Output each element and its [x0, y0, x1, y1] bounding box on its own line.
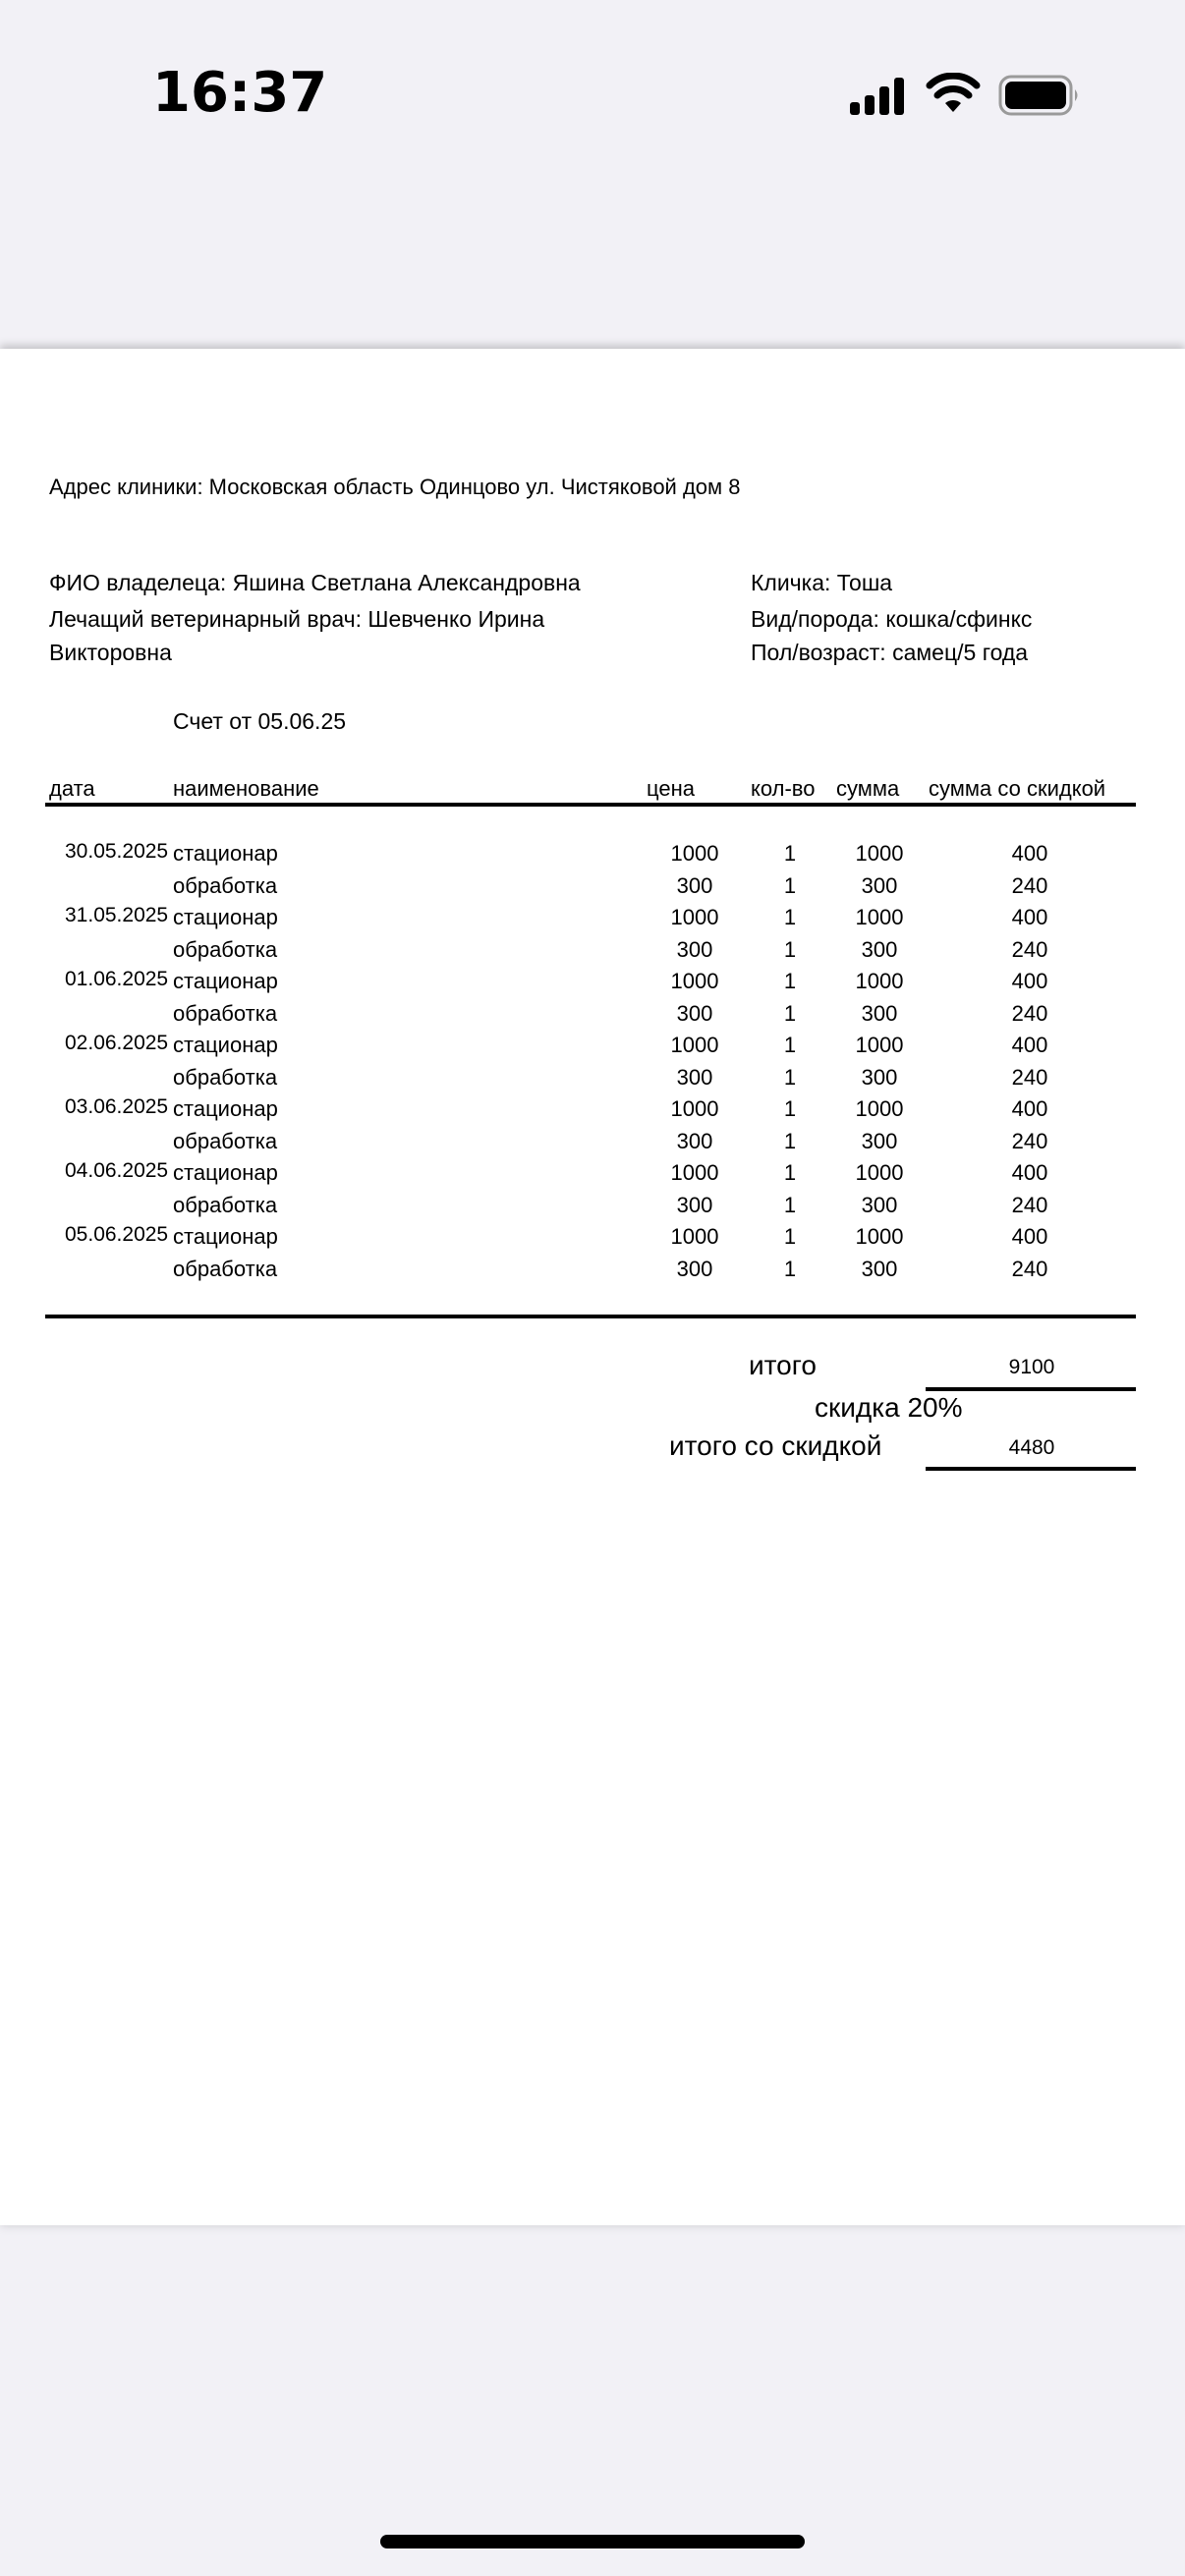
row-qty: 1: [783, 841, 797, 866]
row-name: обработка: [173, 1001, 278, 1026]
battery-icon: [998, 75, 1081, 116]
row-sum: 300: [861, 1193, 898, 1217]
row-price: 1000: [670, 1033, 719, 1057]
row-qty: 1: [783, 1193, 797, 1217]
row-sum-discount: 400: [1011, 1160, 1048, 1185]
row-name: стационар: [173, 905, 278, 929]
row-qty: 1: [783, 1096, 797, 1121]
row-sum-discount: 400: [1011, 905, 1048, 929]
row-date: 31.05.2025: [65, 904, 169, 926]
row-name: стационар: [173, 1160, 278, 1185]
row-qty: 1: [783, 1033, 797, 1057]
row-sum: 1000: [855, 1160, 904, 1185]
owner-name: ФИО владелеца: Яшина Светлана Александровна: [49, 570, 581, 595]
row-name: обработка: [173, 937, 278, 962]
row-price: 1000: [670, 1160, 719, 1185]
vet-name-line1: Лечащий ветеринарный врач: Шевченко Ирина: [49, 606, 545, 632]
row-sum: 1000: [855, 1033, 904, 1057]
row-sum: 1000: [855, 1096, 904, 1121]
row-name: обработка: [173, 1257, 278, 1281]
discount-label: скидка 20%: [815, 1392, 963, 1423]
row-sum: 300: [861, 873, 898, 898]
row-price: 1000: [670, 1096, 719, 1121]
row-qty: 1: [783, 1129, 797, 1153]
row-sum: 1000: [855, 1224, 904, 1249]
total-label: итого: [749, 1350, 817, 1380]
total-discount-label: итого со скидкой: [669, 1430, 882, 1461]
status-time: 16:37: [152, 61, 328, 125]
row-date: 03.06.2025: [65, 1095, 169, 1118]
row-name: обработка: [173, 1129, 278, 1153]
row-qty: 1: [783, 1001, 797, 1026]
pet-sex-age: Пол/возраст: самец/5 года: [751, 640, 1029, 665]
row-price: 1000: [670, 969, 719, 993]
header-price: цена: [647, 776, 695, 801]
row-name: стационар: [173, 1224, 278, 1249]
row-sum: 1000: [855, 905, 904, 929]
status-bar: [0, 0, 1185, 196]
cellular-signal-icon: [849, 77, 908, 116]
row-price: 300: [676, 1257, 713, 1281]
row-sum-discount: 400: [1011, 1096, 1048, 1121]
row-sum: 300: [861, 1001, 898, 1026]
header-sum-discount: сумма со скидкой: [929, 776, 1106, 801]
row-date: 30.05.2025: [65, 840, 169, 863]
row-price: 300: [676, 1129, 713, 1153]
row-price: 300: [676, 1001, 713, 1026]
row-qty: 1: [783, 969, 797, 993]
row-qty: 1: [783, 1160, 797, 1185]
row-sum-discount: 240: [1011, 1065, 1048, 1090]
row-sum: 300: [861, 1257, 898, 1281]
row-date: 05.06.2025: [65, 1223, 169, 1246]
vet-name-line2: Викторовна: [49, 640, 172, 665]
row-price: 300: [676, 1193, 713, 1217]
row-sum: 300: [861, 1129, 898, 1153]
row-sum: 1000: [855, 841, 904, 866]
row-sum-discount: 400: [1011, 1224, 1048, 1249]
header-date: дата: [49, 776, 95, 801]
row-sum-discount: 240: [1011, 1257, 1048, 1281]
wifi-icon: [926, 73, 981, 116]
row-price: 1000: [670, 1224, 719, 1249]
invoice-document: [0, 349, 1185, 2225]
row-price: 300: [676, 937, 713, 962]
row-sum: 300: [861, 1065, 898, 1090]
header-rule: [45, 803, 1136, 807]
row-date: 04.06.2025: [65, 1159, 169, 1182]
row-sum: 1000: [855, 969, 904, 993]
total-discount-value: 4480: [1008, 1436, 1055, 1459]
pet-breed: Вид/порода: кошка/сфинкс: [751, 606, 1033, 632]
header-sum: сумма: [836, 776, 900, 801]
row-date: 02.06.2025: [65, 1032, 169, 1054]
row-name: стационар: [173, 969, 278, 993]
invoice-title: Счет от 05.06.25: [173, 708, 347, 734]
row-sum-discount: 240: [1011, 1001, 1048, 1026]
row-qty: 1: [783, 905, 797, 929]
row-name: стационар: [173, 1096, 278, 1121]
home-indicator[interactable]: [380, 2535, 805, 2548]
total-value: 9100: [1008, 1356, 1055, 1378]
row-qty: 1: [783, 1065, 797, 1090]
row-price: 1000: [670, 905, 719, 929]
row-qty: 1: [783, 937, 797, 962]
row-qty: 1: [783, 1257, 797, 1281]
row-sum: 300: [861, 937, 898, 962]
row-date: 01.06.2025: [65, 968, 169, 990]
row-qty: 1: [783, 873, 797, 898]
row-price: 300: [676, 1065, 713, 1090]
table-bottom-rule: [45, 1315, 1136, 1318]
header-qty: кол-во: [751, 776, 816, 801]
row-name: обработка: [173, 873, 278, 898]
row-sum-discount: 400: [1011, 1033, 1048, 1057]
row-price: 300: [676, 873, 713, 898]
row-sum-discount: 240: [1011, 1129, 1048, 1153]
row-sum-discount: 400: [1011, 841, 1048, 866]
row-price: 1000: [670, 841, 719, 866]
row-sum-discount: 240: [1011, 1193, 1048, 1217]
clinic-address: Адрес клиники: Московская область Одинцово ул. Чистяковой дом 8: [49, 475, 741, 499]
pet-name: Кличка: Тоша: [751, 570, 893, 595]
row-name: стационар: [173, 841, 278, 866]
row-qty: 1: [783, 1224, 797, 1249]
row-sum-discount: 240: [1011, 873, 1048, 898]
header-name: наименование: [173, 776, 319, 801]
row-name: обработка: [173, 1065, 278, 1090]
row-sum-discount: 400: [1011, 969, 1048, 993]
total-discount-underline: [926, 1467, 1136, 1471]
row-name: стационар: [173, 1033, 278, 1057]
row-name: обработка: [173, 1193, 278, 1217]
row-sum-discount: 240: [1011, 937, 1048, 962]
